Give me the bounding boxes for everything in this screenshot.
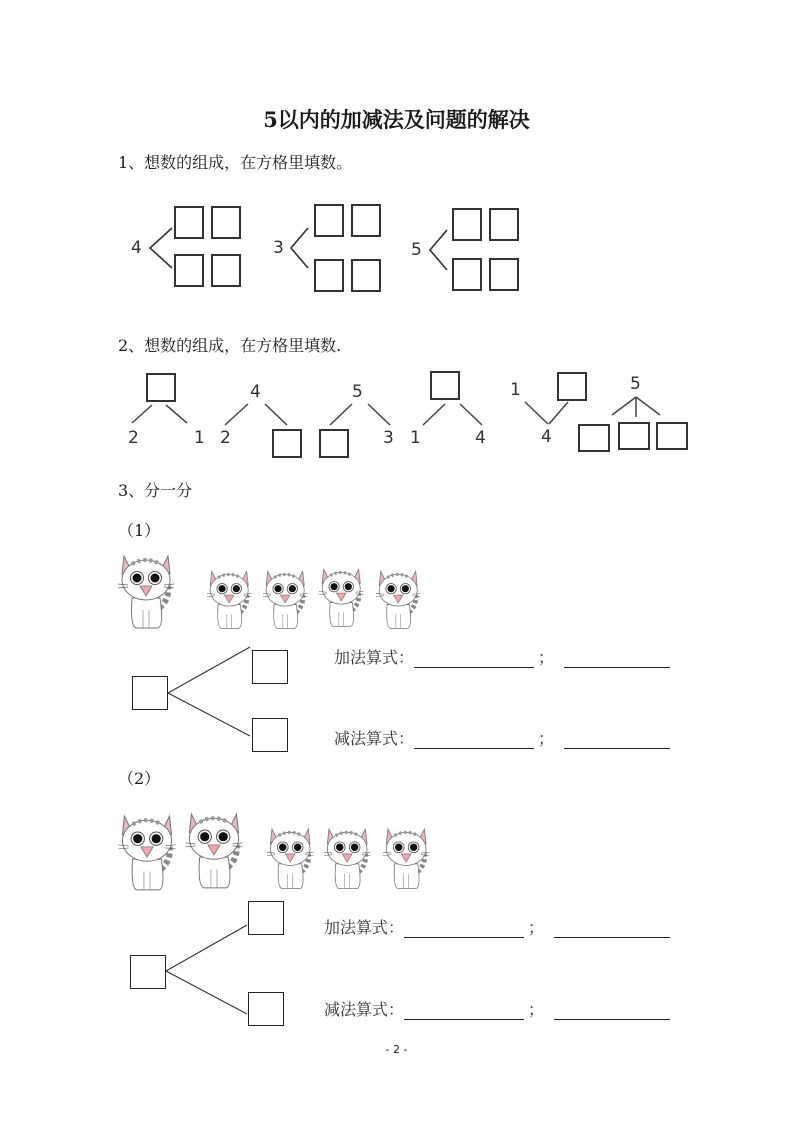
cat-image-small <box>267 824 315 892</box>
tree-number: 4 <box>541 427 552 447</box>
addition-formula-row <box>324 915 670 938</box>
addition-blank-1[interactable] <box>404 919 524 938</box>
answer-box[interactable] <box>174 206 204 239</box>
subtraction-label: 减法算式： <box>324 1000 405 1019</box>
answer-box[interactable] <box>452 258 482 291</box>
addition-blank-2[interactable] <box>554 919 670 938</box>
cat-image-small <box>263 566 309 632</box>
total-box[interactable] <box>132 676 168 710</box>
addition-label: 加法算式： <box>324 918 405 937</box>
separator: ； <box>538 648 555 667</box>
subtraction-blank-1[interactable] <box>414 730 534 749</box>
question-1-label: 1、想数的组成，在方格里填数。 <box>118 153 353 172</box>
cat-image-small <box>207 566 253 632</box>
addition-formula-row <box>334 645 670 668</box>
subtraction-label: 减法算式： <box>334 729 415 748</box>
page-number: - 2 - <box>385 1043 408 1056</box>
tree-number: 1 <box>510 380 521 400</box>
separator: ； <box>528 1000 545 1019</box>
answer-box[interactable] <box>351 204 381 237</box>
addition-label: 加法算式： <box>334 648 415 667</box>
cat-image-small <box>324 824 372 892</box>
answer-box[interactable] <box>618 422 650 450</box>
cat-image-large <box>118 550 176 632</box>
q1-number: 3 <box>273 238 284 258</box>
page-title: 5以内的加减法及问题的解决 <box>263 107 530 132</box>
answer-box[interactable] <box>272 429 302 458</box>
answer-box[interactable] <box>489 208 519 241</box>
answer-box[interactable] <box>314 204 344 237</box>
question-3-label: 3、分一分 <box>118 481 193 500</box>
tree-number: 1 <box>410 428 421 448</box>
question-2-label: 2、想数的组成，在方格里填数. <box>118 336 342 355</box>
tree-number: 3 <box>383 428 394 448</box>
addition-blank-2[interactable] <box>564 649 670 668</box>
answer-box[interactable] <box>314 259 344 292</box>
answer-box[interactable] <box>146 373 176 402</box>
tree-number: 2 <box>128 428 139 448</box>
answer-box[interactable] <box>578 424 610 452</box>
cat-image-small <box>319 564 365 630</box>
cat-image-large <box>118 810 178 894</box>
subtraction-blank-2[interactable] <box>564 730 670 749</box>
answer-box[interactable] <box>452 208 482 241</box>
part-1-label: （1） <box>118 521 161 540</box>
subtraction-formula-row <box>334 726 670 749</box>
addition-blank-1[interactable] <box>414 649 534 668</box>
answer-box[interactable] <box>319 429 349 458</box>
tree-number: 4 <box>250 382 261 402</box>
answer-box[interactable] <box>430 371 460 400</box>
tree-number: 2 <box>220 428 231 448</box>
answer-box[interactable] <box>211 206 241 239</box>
answer-box[interactable] <box>489 258 519 291</box>
total-box[interactable] <box>130 955 166 989</box>
part-box[interactable] <box>248 901 284 935</box>
q1-number: 5 <box>411 240 422 260</box>
answer-box[interactable] <box>174 254 204 287</box>
tree-number: 5 <box>352 382 363 402</box>
tree-number: 1 <box>194 428 205 448</box>
cat-image-small <box>376 566 422 632</box>
separator: ； <box>538 729 555 748</box>
tree-number: 4 <box>475 428 486 448</box>
subtraction-formula-row <box>324 997 670 1020</box>
answer-box[interactable] <box>351 259 381 292</box>
subtraction-blank-2[interactable] <box>554 1001 670 1020</box>
answer-box[interactable] <box>557 372 587 401</box>
separator: ； <box>528 918 545 937</box>
part-box[interactable] <box>252 718 288 752</box>
answer-box[interactable] <box>211 254 241 287</box>
q1-number: 4 <box>131 238 142 258</box>
part-box[interactable] <box>252 650 288 684</box>
part-box[interactable] <box>248 992 284 1026</box>
cat-image-large <box>185 808 245 892</box>
subtraction-blank-1[interactable] <box>404 1001 524 1020</box>
part-2-label: （2） <box>118 769 161 788</box>
answer-box[interactable] <box>656 422 688 450</box>
cat-image-small <box>383 824 431 892</box>
tree-number: 5 <box>630 374 641 394</box>
